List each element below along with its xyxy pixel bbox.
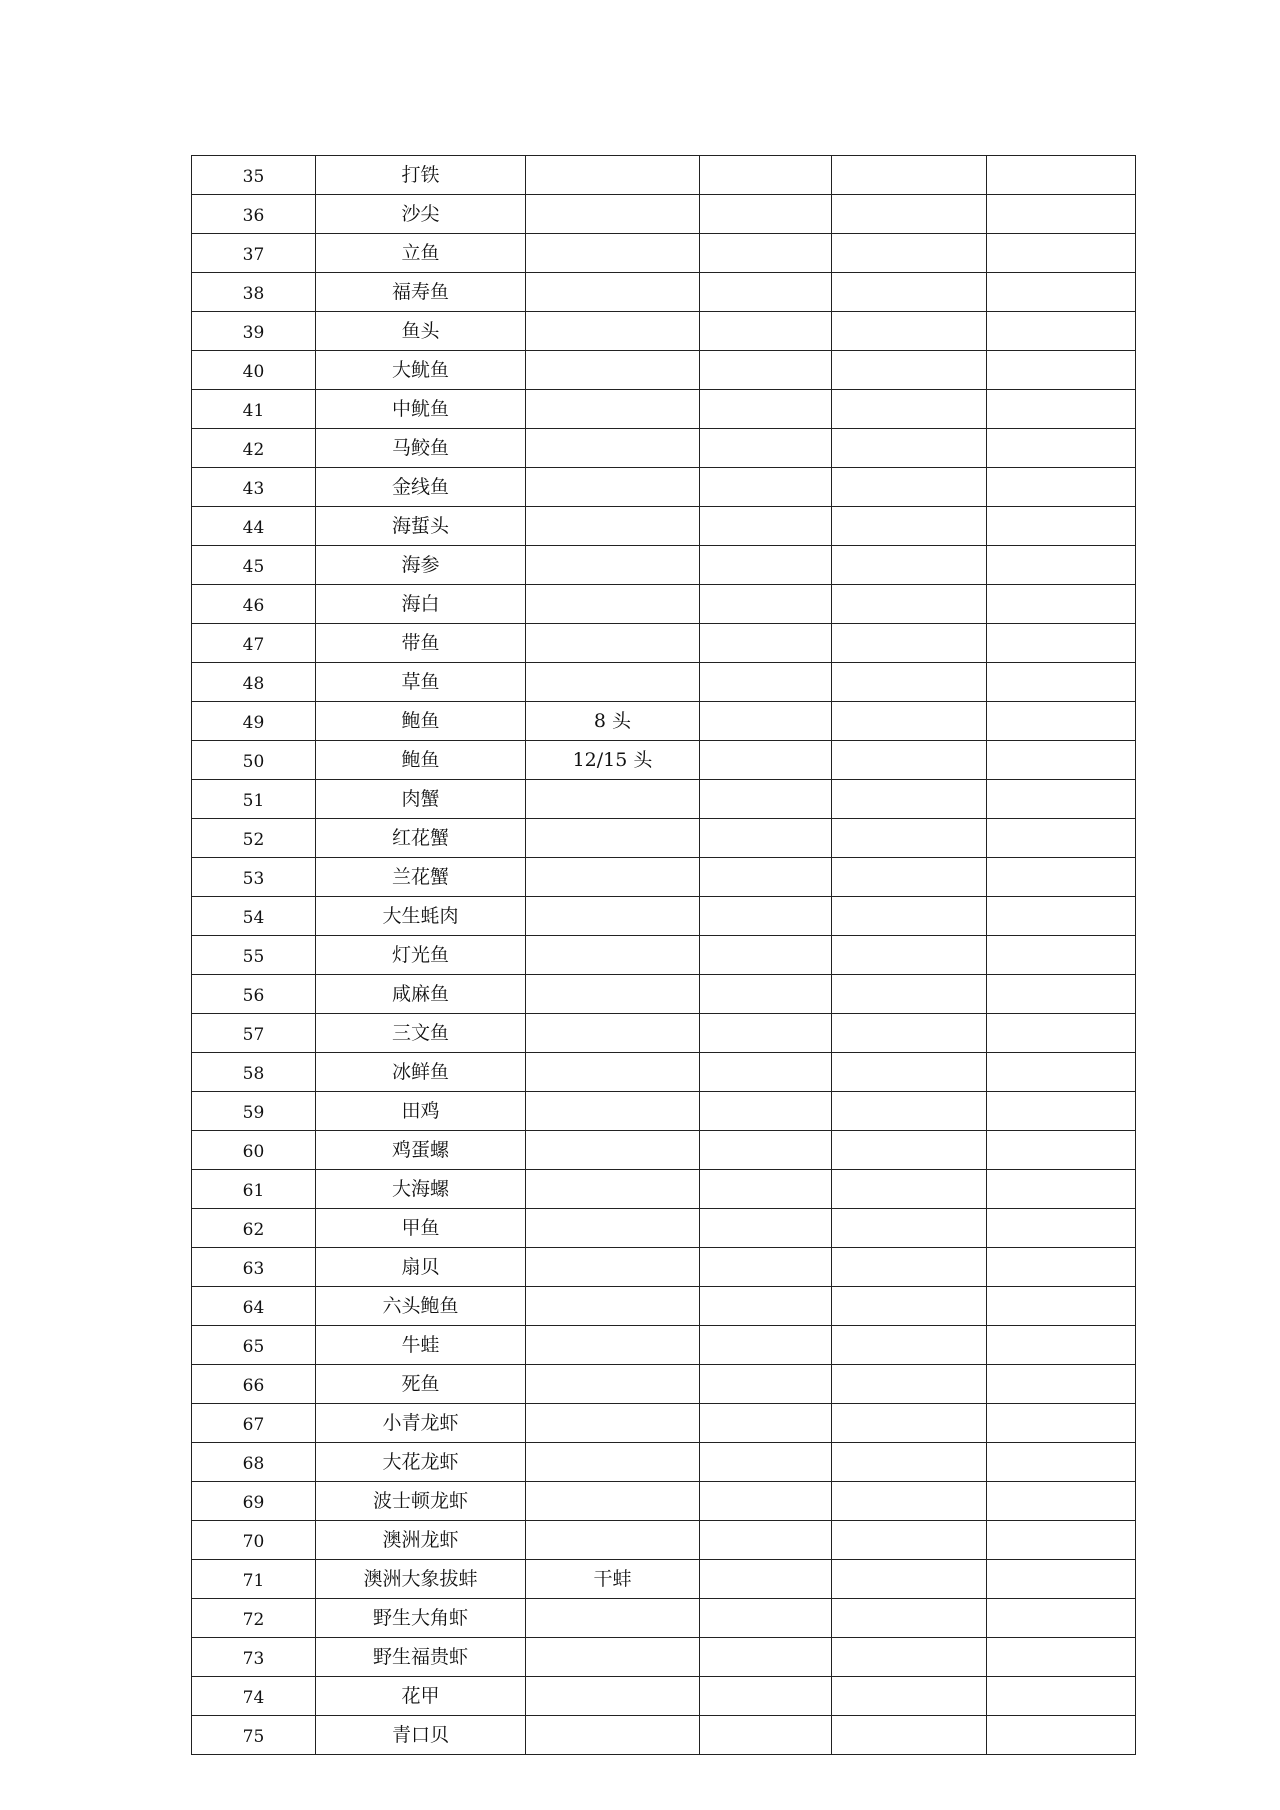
item-name: 咸麻鱼 (316, 975, 526, 1014)
item-spec: 8 头 (526, 702, 700, 741)
table-row (192, 1209, 1136, 1248)
table-row (192, 312, 1136, 351)
row-number: 51 (192, 780, 316, 819)
item-spec (526, 1365, 700, 1404)
item-spec (526, 234, 700, 273)
item-name: 甲鱼 (316, 1209, 526, 1248)
cell-col4 (700, 546, 832, 585)
cell-col6 (987, 429, 1136, 468)
cell-col5 (832, 585, 987, 624)
cell-col5 (832, 234, 987, 273)
cell-col6 (987, 156, 1136, 195)
cell-col4 (700, 1443, 832, 1482)
cell-col5 (832, 1716, 987, 1755)
cell-col5 (832, 1521, 987, 1560)
cell-col4 (700, 1716, 832, 1755)
item-name: 海白 (316, 585, 526, 624)
table-row (192, 858, 1136, 897)
cell-col6 (987, 1677, 1136, 1716)
row-number: 70 (192, 1521, 316, 1560)
table-row (192, 1443, 1136, 1482)
cell-col5 (832, 897, 987, 936)
row-number: 68 (192, 1443, 316, 1482)
cell-col5 (832, 273, 987, 312)
row-number: 71 (192, 1560, 316, 1599)
row-number: 65 (192, 1326, 316, 1365)
cell-col6 (987, 1521, 1136, 1560)
cell-col4 (700, 858, 832, 897)
cell-col4 (700, 468, 832, 507)
item-spec (526, 1131, 700, 1170)
table-row (192, 1482, 1136, 1521)
cell-col6 (987, 1092, 1136, 1131)
cell-col5 (832, 702, 987, 741)
table-row (192, 1170, 1136, 1209)
table-row (192, 1365, 1136, 1404)
item-spec: 干蚌 (526, 1560, 700, 1599)
cell-col4 (700, 1677, 832, 1716)
table-row (192, 195, 1136, 234)
item-spec (526, 1170, 700, 1209)
cell-col5 (832, 1092, 987, 1131)
cell-col5 (832, 429, 987, 468)
cell-col5 (832, 741, 987, 780)
cell-col4 (700, 1170, 832, 1209)
table-row (192, 156, 1136, 195)
item-spec (526, 819, 700, 858)
table-row (192, 1053, 1136, 1092)
item-spec (526, 507, 700, 546)
cell-col6 (987, 702, 1136, 741)
cell-col4 (700, 1482, 832, 1521)
cell-col6 (987, 741, 1136, 780)
item-name: 死鱼 (316, 1365, 526, 1404)
cell-col6 (987, 1404, 1136, 1443)
table-row (192, 429, 1136, 468)
cell-col4 (700, 936, 832, 975)
cell-col6 (987, 390, 1136, 429)
item-spec (526, 585, 700, 624)
item-spec (526, 1014, 700, 1053)
cell-col6 (987, 897, 1136, 936)
item-spec (526, 780, 700, 819)
cell-col6 (987, 1326, 1136, 1365)
item-name: 马鲛鱼 (316, 429, 526, 468)
item-name: 海蜇头 (316, 507, 526, 546)
item-spec (526, 1326, 700, 1365)
cell-col4 (700, 1287, 832, 1326)
cell-col6 (987, 507, 1136, 546)
item-name: 金线鱼 (316, 468, 526, 507)
cell-col4 (700, 1521, 832, 1560)
cell-col6 (987, 351, 1136, 390)
row-number: 37 (192, 234, 316, 273)
cell-col5 (832, 936, 987, 975)
item-name: 澳洲大象拔蚌 (316, 1560, 526, 1599)
row-number: 74 (192, 1677, 316, 1716)
table-row (192, 273, 1136, 312)
cell-col5 (832, 1209, 987, 1248)
item-spec (526, 1521, 700, 1560)
cell-col4 (700, 975, 832, 1014)
table-row (192, 1287, 1136, 1326)
row-number: 43 (192, 468, 316, 507)
cell-col5 (832, 1170, 987, 1209)
cell-col4 (700, 312, 832, 351)
row-number: 55 (192, 936, 316, 975)
cell-col4 (700, 1326, 832, 1365)
cell-col6 (987, 663, 1136, 702)
item-name: 带鱼 (316, 624, 526, 663)
cell-col6 (987, 780, 1136, 819)
cell-col4 (700, 1560, 832, 1599)
item-name: 澳洲龙虾 (316, 1521, 526, 1560)
cell-col5 (832, 1287, 987, 1326)
cell-col6 (987, 546, 1136, 585)
item-name: 小青龙虾 (316, 1404, 526, 1443)
item-spec (526, 156, 700, 195)
item-name: 鲍鱼 (316, 741, 526, 780)
cell-col5 (832, 975, 987, 1014)
cell-col6 (987, 858, 1136, 897)
cell-col4 (700, 663, 832, 702)
item-spec (526, 975, 700, 1014)
table-row (192, 1599, 1136, 1638)
row-number: 73 (192, 1638, 316, 1677)
table-body (192, 156, 1136, 1755)
cell-col6 (987, 468, 1136, 507)
cell-col4 (700, 156, 832, 195)
item-name: 肉蟹 (316, 780, 526, 819)
row-number: 72 (192, 1599, 316, 1638)
item-name: 牛蛙 (316, 1326, 526, 1365)
item-spec (526, 1716, 700, 1755)
cell-col4 (700, 1209, 832, 1248)
item-spec (526, 1053, 700, 1092)
item-name: 青口贝 (316, 1716, 526, 1755)
item-spec (526, 390, 700, 429)
item-spec (526, 1677, 700, 1716)
cell-col4 (700, 702, 832, 741)
cell-col6 (987, 819, 1136, 858)
cell-col6 (987, 1209, 1136, 1248)
row-number: 38 (192, 273, 316, 312)
item-name: 沙尖 (316, 195, 526, 234)
cell-col4 (700, 624, 832, 663)
table-row (192, 1092, 1136, 1131)
item-name: 冰鲜鱼 (316, 1053, 526, 1092)
item-spec (526, 663, 700, 702)
item-spec (526, 312, 700, 351)
cell-col5 (832, 1131, 987, 1170)
cell-col4 (700, 195, 832, 234)
item-name: 大鱿鱼 (316, 351, 526, 390)
row-number: 64 (192, 1287, 316, 1326)
table-row (192, 585, 1136, 624)
cell-col5 (832, 1482, 987, 1521)
cell-col4 (700, 1053, 832, 1092)
item-name: 红花蟹 (316, 819, 526, 858)
cell-col5 (832, 468, 987, 507)
item-spec (526, 1482, 700, 1521)
item-name: 波士顿龙虾 (316, 1482, 526, 1521)
item-spec (526, 936, 700, 975)
item-name: 大花龙虾 (316, 1443, 526, 1482)
item-spec (526, 273, 700, 312)
row-number: 39 (192, 312, 316, 351)
table-row (192, 1404, 1136, 1443)
cell-col6 (987, 1482, 1136, 1521)
table-row (192, 1560, 1136, 1599)
table-row (192, 507, 1136, 546)
cell-col5 (832, 780, 987, 819)
item-spec (526, 195, 700, 234)
table-row (192, 1677, 1136, 1716)
table-row (192, 1326, 1136, 1365)
item-spec (526, 1209, 700, 1248)
cell-col6 (987, 1287, 1136, 1326)
item-name: 大海螺 (316, 1170, 526, 1209)
cell-col4 (700, 897, 832, 936)
row-number: 45 (192, 546, 316, 585)
row-number: 66 (192, 1365, 316, 1404)
cell-col4 (700, 780, 832, 819)
price-table (191, 155, 1136, 1755)
cell-col5 (832, 1326, 987, 1365)
row-number: 35 (192, 156, 316, 195)
item-spec (526, 468, 700, 507)
table-row (192, 624, 1136, 663)
item-name: 福寿鱼 (316, 273, 526, 312)
row-number: 58 (192, 1053, 316, 1092)
item-name: 鲍鱼 (316, 702, 526, 741)
item-spec (526, 351, 700, 390)
cell-col4 (700, 741, 832, 780)
item-name: 灯光鱼 (316, 936, 526, 975)
cell-col5 (832, 312, 987, 351)
item-name: 立鱼 (316, 234, 526, 273)
row-number: 75 (192, 1716, 316, 1755)
table-row (192, 468, 1136, 507)
row-number: 54 (192, 897, 316, 936)
item-spec (526, 1404, 700, 1443)
cell-col5 (832, 1014, 987, 1053)
row-number: 61 (192, 1170, 316, 1209)
cell-col5 (832, 1248, 987, 1287)
cell-col5 (832, 1365, 987, 1404)
row-number: 42 (192, 429, 316, 468)
cell-col4 (700, 351, 832, 390)
cell-col5 (832, 819, 987, 858)
cell-col6 (987, 1599, 1136, 1638)
item-name: 大生蚝肉 (316, 897, 526, 936)
table-row (192, 1638, 1136, 1677)
item-name: 鱼头 (316, 312, 526, 351)
cell-col6 (987, 1131, 1136, 1170)
item-spec (526, 897, 700, 936)
cell-col5 (832, 1443, 987, 1482)
table-row (192, 351, 1136, 390)
item-name: 中鱿鱼 (316, 390, 526, 429)
row-number: 48 (192, 663, 316, 702)
cell-col5 (832, 1560, 987, 1599)
cell-col6 (987, 624, 1136, 663)
row-number: 59 (192, 1092, 316, 1131)
cell-col6 (987, 1248, 1136, 1287)
cell-col6 (987, 1014, 1136, 1053)
cell-col4 (700, 234, 832, 273)
cell-col5 (832, 546, 987, 585)
cell-col4 (700, 273, 832, 312)
item-spec (526, 1092, 700, 1131)
cell-col6 (987, 1716, 1136, 1755)
cell-col6 (987, 234, 1136, 273)
cell-col5 (832, 1404, 987, 1443)
cell-col4 (700, 1248, 832, 1287)
table-row (192, 1716, 1136, 1755)
table-row (192, 546, 1136, 585)
item-name: 草鱼 (316, 663, 526, 702)
row-number: 69 (192, 1482, 316, 1521)
cell-col5 (832, 507, 987, 546)
row-number: 41 (192, 390, 316, 429)
cell-col6 (987, 1443, 1136, 1482)
row-number: 49 (192, 702, 316, 741)
table-row (192, 1014, 1136, 1053)
row-number: 60 (192, 1131, 316, 1170)
item-name: 田鸡 (316, 1092, 526, 1131)
cell-col4 (700, 819, 832, 858)
row-number: 53 (192, 858, 316, 897)
item-spec (526, 858, 700, 897)
row-number: 40 (192, 351, 316, 390)
cell-col5 (832, 195, 987, 234)
item-name: 花甲 (316, 1677, 526, 1716)
item-name: 打铁 (316, 156, 526, 195)
table-row (192, 702, 1136, 741)
cell-col5 (832, 1638, 987, 1677)
cell-col6 (987, 195, 1136, 234)
cell-col5 (832, 390, 987, 429)
cell-col6 (987, 1053, 1136, 1092)
cell-col4 (700, 1092, 832, 1131)
table-row (192, 975, 1136, 1014)
item-name: 海参 (316, 546, 526, 585)
row-number: 44 (192, 507, 316, 546)
cell-col5 (832, 858, 987, 897)
row-number: 46 (192, 585, 316, 624)
row-number: 63 (192, 1248, 316, 1287)
item-spec (526, 1287, 700, 1326)
row-number: 67 (192, 1404, 316, 1443)
item-name: 鸡蛋螺 (316, 1131, 526, 1170)
cell-col4 (700, 585, 832, 624)
cell-col6 (987, 312, 1136, 351)
table-row (192, 390, 1136, 429)
table-row (192, 234, 1136, 273)
table-row (192, 1131, 1136, 1170)
table-row (192, 741, 1136, 780)
cell-col6 (987, 1170, 1136, 1209)
table-row (192, 780, 1136, 819)
item-name: 野生福贵虾 (316, 1638, 526, 1677)
row-number: 57 (192, 1014, 316, 1053)
cell-col6 (987, 273, 1136, 312)
cell-col5 (832, 351, 987, 390)
item-spec (526, 624, 700, 663)
item-spec (526, 1638, 700, 1677)
table-row (192, 936, 1136, 975)
item-name: 六头鲍鱼 (316, 1287, 526, 1326)
cell-col5 (832, 1599, 987, 1638)
item-spec (526, 1599, 700, 1638)
cell-col4 (700, 1638, 832, 1677)
cell-col6 (987, 1560, 1136, 1599)
cell-col4 (700, 1599, 832, 1638)
row-number: 47 (192, 624, 316, 663)
row-number: 36 (192, 195, 316, 234)
item-name: 三文鱼 (316, 1014, 526, 1053)
cell-col6 (987, 1365, 1136, 1404)
table-row (192, 663, 1136, 702)
row-number: 52 (192, 819, 316, 858)
cell-col6 (987, 936, 1136, 975)
cell-col6 (987, 975, 1136, 1014)
table-row (192, 819, 1136, 858)
item-name: 野生大角虾 (316, 1599, 526, 1638)
cell-col4 (700, 1365, 832, 1404)
item-name: 兰花蟹 (316, 858, 526, 897)
cell-col4 (700, 429, 832, 468)
cell-col4 (700, 1131, 832, 1170)
cell-col5 (832, 156, 987, 195)
cell-col5 (832, 1053, 987, 1092)
item-spec (526, 1443, 700, 1482)
cell-col4 (700, 390, 832, 429)
cell-col4 (700, 1404, 832, 1443)
row-number: 62 (192, 1209, 316, 1248)
cell-col6 (987, 1638, 1136, 1677)
table-row (192, 1248, 1136, 1287)
item-name: 扇贝 (316, 1248, 526, 1287)
row-number: 56 (192, 975, 316, 1014)
table-row (192, 1521, 1136, 1560)
cell-col5 (832, 663, 987, 702)
item-spec (526, 546, 700, 585)
cell-col4 (700, 507, 832, 546)
item-spec (526, 429, 700, 468)
item-spec: 12/15 头 (526, 741, 700, 780)
cell-col5 (832, 624, 987, 663)
item-spec (526, 1248, 700, 1287)
row-number: 50 (192, 741, 316, 780)
cell-col4 (700, 1014, 832, 1053)
table-row (192, 897, 1136, 936)
cell-col5 (832, 1677, 987, 1716)
cell-col6 (987, 585, 1136, 624)
